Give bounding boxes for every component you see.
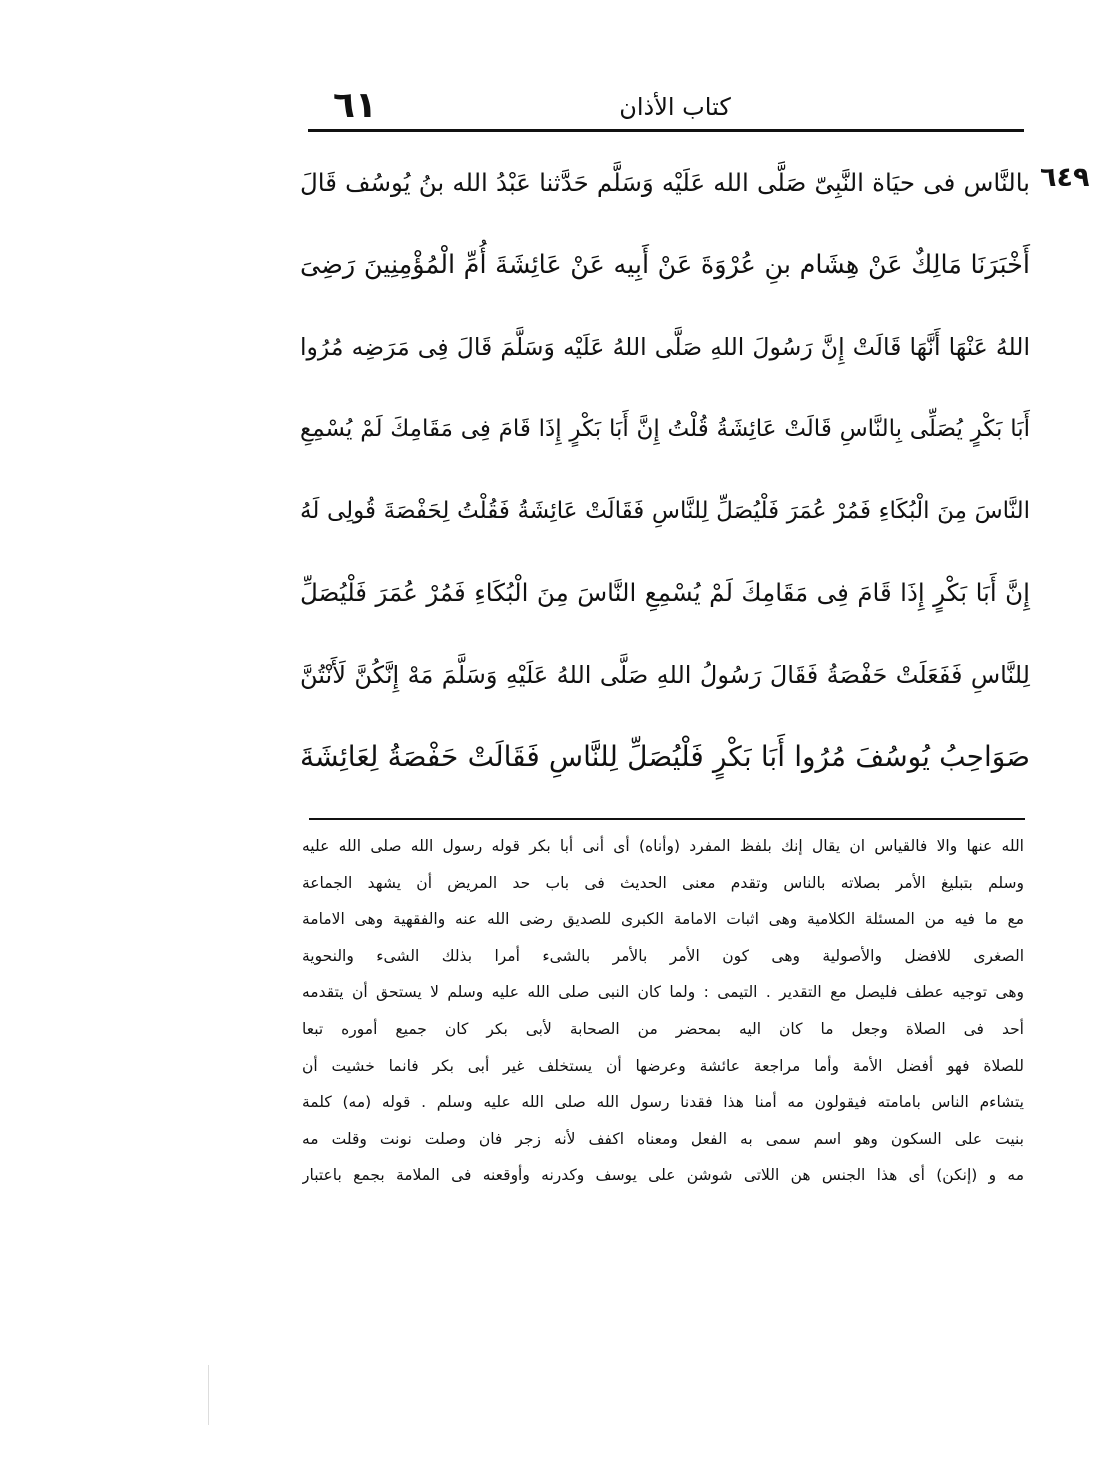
hadith-line: أَخْبَرَنَا مَالِكٌ عَنْ هِشَام بنِ عُرْوَةَ عَنْ أَبِيه عَنْ عَائِشَةَ أُمِّ الْمُؤْمِنِينَ رَضِىَ [300,250,1030,280]
commentary-line: وسلم بتبليغ الأمر بصلاته بالناس وتقدم معنى الحديث فى باب حد المريض أن يشهد الجماعة [302,873,1024,892]
commentary-line: الصغرى للافضل والأصولية وهى كون الأمر بالأمر بالشىء أمرا بذلك الشىء والنحوية [302,946,1024,965]
commentary-line: مه و (إنكن) أى هذا الجنس هن اللاتى شوشن على يوسف وكدرنه وأوقعنه فى الملامة بجمع باعتبار [302,1166,1024,1185]
commentary [302,828,1024,1194]
hadith-line: أَبَا بَكْرٍ يُصَلِّى بِالنَّاسِ قَالَتْ عَائِشَةُ قُلْتُ إِنَّ أَبَا بَكْرٍ إِذَا قَامَ فِى مَقَامِكَ لَمْ يُسْمِعِ [300,416,1030,442]
commentary-line: يتشاءم الناس بامامته فيقولون مه أمنا هذا فقدنا رسول الله صلى الله عليه وسلم . قوله (مه) كلمة [302,1093,1024,1112]
page-number: ٦١ [333,85,377,126]
hadith-line: النَّاسَ مِنَ الْبُكَاءِ فَمُرْ عُمَرَ فَلْيُصَلِّ لِلنَّاسِ فَقَالَتْ عَائِشَةُ فَقُلْتُ لِحَفْصَةَ قُولِى لَهُ [300,498,1030,524]
hadith-line: اللهُ عَنْهَا أَنَّهَا قَالَتْ إِنَّ رَسُولَ اللهِ صَلَّى اللهُ عَلَيْه وَسَلَّمَ قَالَ فِى مَرَضِه مُرُوا [300,333,1030,361]
text-divider [309,818,1025,820]
hadith-line: لِلنَّاسِ فَفَعَلَتْ حَفْصَةُ فَقَالَ رَسُولُ اللهِ صَلَّى اللهُ عَلَيْهِ وَسَلَّمَ مَهْ إِنَّكُنَّ لَأَنْتُنَّ [300,661,1030,689]
commentary-line: الله عنها والا فالقياس ان يقال إنك بلفظ المفرد (وأناه) أى أنى أبا بكر قوله رسول الله صلى الله عليه [302,837,1024,855]
commentary-line: وهى توجيه عطف فليصل مع التقدير . التيمى : ولما كان النبى صلى الله عليه وسلم لا يستحق أن يتقدمه [302,983,1024,1002]
hadith-text [300,142,1030,798]
hadith-line: إِنَّ أَبَا بَكْرٍ إِذَا قَامَ فِى مَقَامِكَ لَمْ يُسْمِعِ النَّاسَ مِنَ الْبُكَاءِ فَمُرْ عُمَرَ فَلْيُصَلِّ [300,578,1030,607]
hadith-line: بالنَّاس فى حيَاة النَّبِىّ صَلَّى الله عَلَيْه وَسَلَّم حَدَّثنا عَبْدُ الله بنُ يُوسُف قَالَ [300,168,1030,197]
hadith-line: صَوَاحِبُ يُوسُفَ مُرُوا أَبَا بَكْرٍ فَلْيُصَلِّ لِلنَّاسِ فَقَالَتْ حَفْصَةُ لِعَائِشَةَ [300,740,1030,773]
hadith-number: ٦٤٩ [1040,162,1090,193]
commentary-line: بنيت على السكون وهو اسم سمى به الفعل ومعناه اكفف لأنه زجر فان وصلت نونت وقلت مه [302,1129,1024,1148]
commentary-line: مع ما فيه من المسئلة الكلامية وهى اثبات الامامة الكبرى للصديق رضى الله عنه والفقهية وهى الامامة [302,910,1024,929]
book-title: كتاب الأذان [619,93,731,121]
header-rule [308,129,1024,132]
scan-artifact [208,1365,209,1425]
page-header [305,86,1027,126]
commentary-line: أحد فى الصلاة وجعل ما كان اليه بمحضر من الصحابة لأبى بكر كان جميع أموره تبعا [302,1019,1024,1038]
commentary-line: للصلاة فهو أفضل الأمة وأما مراجعة عائشة وعرضها أن يستخلف غير أبى بكر فانما خشيت أن [302,1056,1024,1075]
